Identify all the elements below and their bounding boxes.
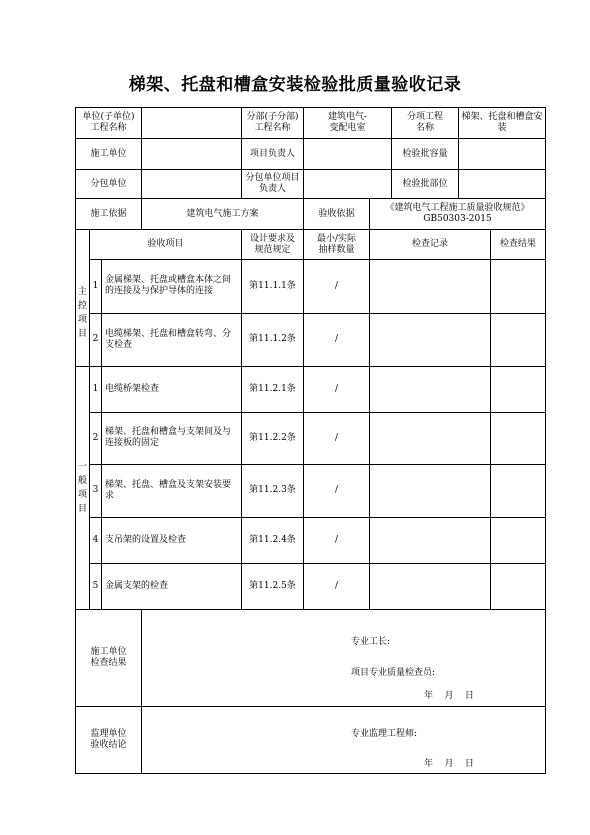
construction-basis-label: 施工依据 <box>90 208 127 219</box>
grid-line <box>369 229 370 609</box>
general-item-text: 支吊架的设置及检查 <box>105 534 187 545</box>
main-item-text: 电缆梯架、托盘和槽盒转弯、分支检查 <box>105 328 232 350</box>
grid-line <box>490 229 491 609</box>
main-item-number: 1 <box>92 280 99 291</box>
grid-line <box>141 107 142 198</box>
grid-line <box>75 706 545 707</box>
unit-name-label: 单位(子单位) 工程名称 <box>82 112 135 133</box>
general-item-clause: 第11.2.5条 <box>249 580 296 591</box>
general-item-sample[interactable]: / <box>334 383 339 394</box>
general-item-number: 4 <box>92 534 99 545</box>
general-item-sample[interactable]: / <box>334 432 339 443</box>
col-sample-header: 最小/实际 抽样数量 <box>316 233 357 255</box>
acceptance-basis-value: 《建筑电气工程施工质量验收规范》 GB50303-2015 <box>385 203 530 224</box>
col-item-header: 验收项目 <box>147 239 184 249</box>
batch-location-label: 检验批部位 <box>402 178 448 189</box>
grid-line <box>75 609 545 610</box>
construction-check-label: 施工单位 检查结果 <box>90 647 127 668</box>
grid-line <box>75 773 546 774</box>
general-item-number: 2 <box>92 432 99 443</box>
grid-line <box>141 609 142 773</box>
batch-capacity-label: 检验批容量 <box>402 148 448 159</box>
main-item-sample[interactable]: / <box>334 334 339 344</box>
grid-line <box>75 169 545 170</box>
grid-line <box>75 138 545 139</box>
quality-inspector-signature-label: 项目专业质量检查员: <box>351 668 436 678</box>
general-item-text: 金属支架的检查 <box>105 580 169 591</box>
subunit-name-label: 分部(子分部) 工程名称 <box>246 112 299 133</box>
supervising-engineer-signature-label: 专业监理工程师: <box>351 729 418 739</box>
main-item-text: 金属梯架、托盘或槽盒本体之间的连接及与保护导体的连接 <box>105 275 232 296</box>
supervision-conclusion-label: 监理单位 验收结论 <box>90 729 127 750</box>
construction-basis-value: 建筑电气施工方案 <box>186 208 259 219</box>
general-item-number: 1 <box>92 383 99 394</box>
page-title: 梯架、托盘和槽盒安装检验批质量验收记录 <box>128 75 462 95</box>
supervision-date: 年 月 日 <box>424 759 474 769</box>
main-item-clause: 第11.1.2条 <box>249 334 296 344</box>
general-item-text: 电缆桥架检查 <box>105 383 160 394</box>
general-item-sample[interactable]: / <box>334 534 339 545</box>
construction-unit-label: 施工单位 <box>90 148 127 159</box>
subunit-name-value: 建筑电气- 变配电室 <box>327 112 368 133</box>
col-record-header: 检查记录 <box>411 239 448 249</box>
col-result-header: 检查结果 <box>499 239 536 249</box>
main-item-clause: 第11.1.1条 <box>249 280 296 291</box>
general-item-text: 梯架、托盘、槽盒及支架安装要求 <box>105 479 232 501</box>
grid-line <box>545 107 546 774</box>
item-name-value: 梯架、托盘和槽盒安 装 <box>461 112 543 133</box>
acceptance-basis-label: 验收依据 <box>318 208 355 219</box>
foreman-signature-label: 专业工长: <box>351 637 391 647</box>
main-control-section-label: 主 控 项 目 <box>77 287 87 339</box>
general-item-number: 3 <box>92 485 99 495</box>
subcontract-unit-label: 分包单位 <box>90 178 127 189</box>
general-item-text: 梯架、托盘和槽盒与支架间及与连接板的固定 <box>105 427 232 448</box>
col-design-header: 设计要求及 规范规定 <box>249 233 295 255</box>
general-item-sample[interactable]: / <box>334 580 339 591</box>
general-section-label: 一 般 项 目 <box>77 462 87 514</box>
general-item-clause: 第11.2.3条 <box>249 485 296 495</box>
general-item-clause: 第11.2.4条 <box>249 534 296 545</box>
main-item-number: 2 <box>92 334 99 344</box>
project-manager-label: 项目负责人 <box>249 148 295 159</box>
general-item-sample[interactable]: / <box>334 485 339 495</box>
general-item-clause: 第11.2.1条 <box>249 383 296 394</box>
item-name-label: 分项工程 名称 <box>406 112 443 133</box>
general-item-clause: 第11.2.2条 <box>249 432 296 443</box>
subcontract-manager-label: 分包单位项目 负责人 <box>245 173 300 194</box>
construction-check-date: 年 月 日 <box>424 691 474 701</box>
general-item-number: 5 <box>92 580 99 591</box>
main-item-sample[interactable]: / <box>334 280 339 291</box>
